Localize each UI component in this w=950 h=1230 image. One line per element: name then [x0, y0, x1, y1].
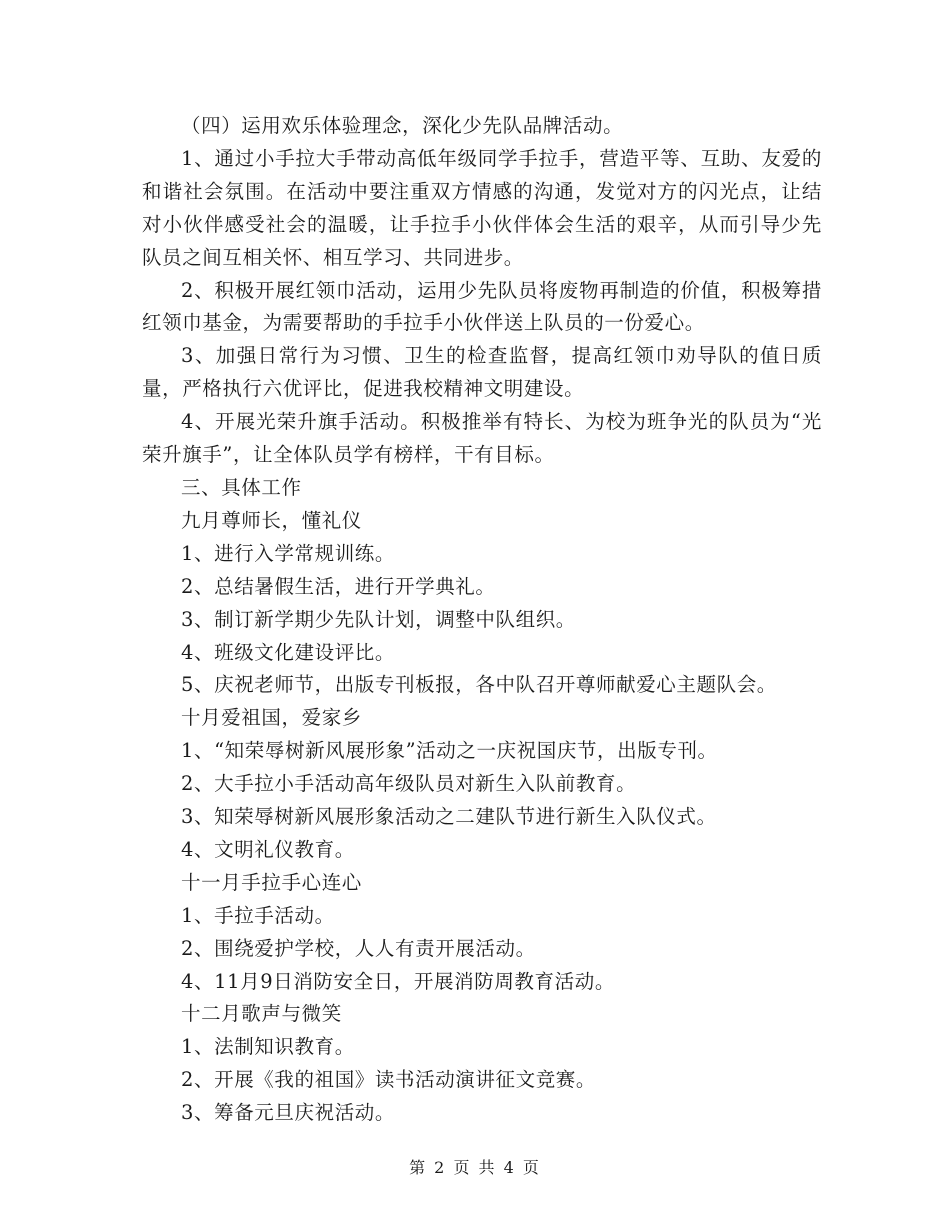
- list-item: 1、“知荣辱树新风展形象”活动之一庆祝国庆节，出版专刊。: [181, 739, 718, 763]
- month-heading-october: 十月爱祖国，爱家乡: [181, 706, 362, 730]
- list-item: 1、法制知识教育。: [181, 1035, 355, 1059]
- list-item: 5、庆祝老师节，出版专刊板报，各中队召开尊师献爱心主题队会。: [181, 673, 777, 697]
- paragraph-item-3: 3、加强日常行为习惯、卫生的检查监督，提高红领巾劝导队的值日质量，严格执行六优评比，促进我校精神文明建设。: [142, 344, 822, 401]
- document-body: [142, 110, 822, 1130]
- list-item: 1、手拉手活动。: [181, 903, 335, 927]
- month-heading-november: 十一月手拉手心连心: [181, 870, 362, 894]
- list-item: 4、班级文化建设评比。: [181, 640, 396, 664]
- section-heading-specific-work: 三、具体工作: [181, 475, 302, 499]
- month-heading-september: 九月尊师长，懂礼仪: [181, 508, 362, 532]
- month-heading-december: 十二月歌声与微笑: [181, 1002, 342, 1026]
- list-item: 2、总结暑假生活，进行开学典礼。: [181, 574, 496, 598]
- paragraph-item-4: 4、开展光荣升旗手活动。积极推举有特长、为校为班争光的队员为“光荣升旗手”，让全体队员学有榜样，干有目标。: [142, 410, 822, 467]
- list-item: 2、开展《我的祖国》读书活动演讲征文竞赛。: [181, 1068, 597, 1092]
- list-item: 2、围绕爱护学校，人人有责开展活动。: [181, 936, 536, 960]
- list-item: 3、知荣辱树新风展形象活动之二建队节进行新生入队仪式。: [181, 805, 717, 829]
- page-number-footer: 第 2 页 共 4 页: [409, 1158, 541, 1177]
- paragraph-item-1: 1、通过小手拉大手带动高低年级同学手拉手，营造平等、互助、友爱的和谐社会氛围。在活动中要注重双方情感的沟通，发觉对方的闪光点，让结对小伙伴感受社会的温暖，让手拉手小伙伴体会生活的艰辛，从而引导少先队员之间互相关怀、相互学习、共同进步。: [142, 146, 822, 269]
- list-item: 4、文明礼仪教育。: [181, 837, 355, 861]
- section-heading-four: （四）运用欢乐体验理念，深化少先队品牌活动。: [181, 114, 624, 137]
- list-item: 4、11月9日消防安全日，开展消防周教育活动。: [181, 969, 615, 993]
- list-item: 3、制订新学期少先队计划，调整中队组织。: [181, 607, 576, 631]
- list-item: 1、进行入学常规训练。: [181, 541, 396, 565]
- list-item: 3、筹备元旦庆祝活动。: [181, 1101, 396, 1125]
- paragraph-item-2: 2、积极开展红领巾活动，运用少先队员将废物再制造的价值，积极筹措红领巾基金，为需要帮助的手拉手小伙伴送上队员的一份爱心。: [142, 278, 822, 335]
- list-item: 2、大手拉小手活动高年级队员对新生入队前教育。: [181, 772, 637, 796]
